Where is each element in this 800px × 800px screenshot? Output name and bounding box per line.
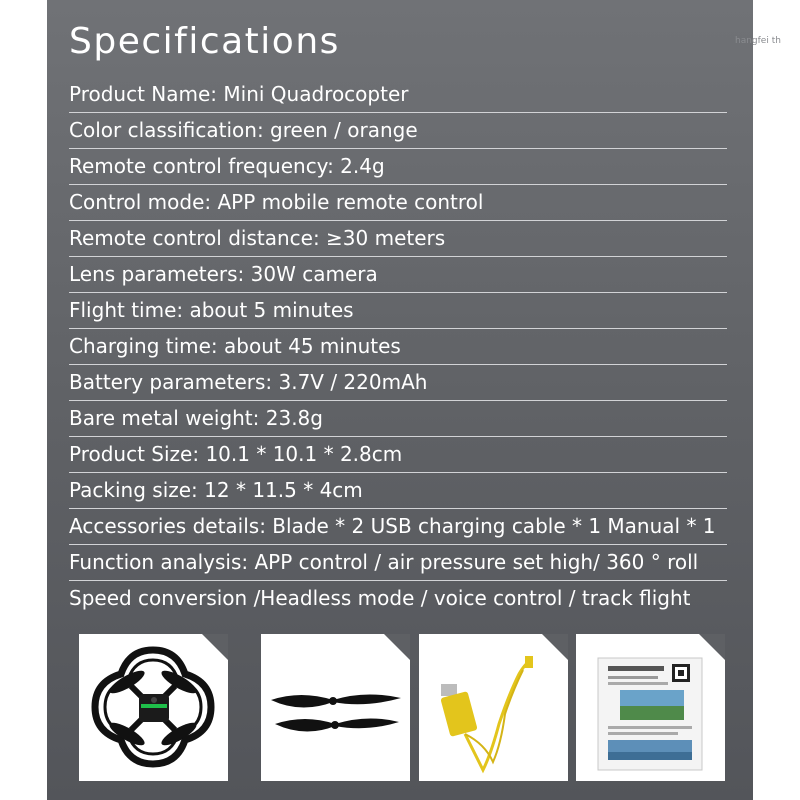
- spec-control-mode: Control mode: APP mobile remote control: [69, 184, 727, 221]
- spec-distance: Remote control distance: ≥30 meters: [69, 220, 727, 257]
- manual-booklet-icon: [576, 634, 725, 781]
- page-title: Specifications: [69, 21, 340, 62]
- spec-lens: Lens parameters: 30W camera: [69, 256, 727, 293]
- drone-thumbnail: [79, 634, 228, 781]
- spec-product-size: Product Size: 10.1 * 10.1 * 2.8cm: [69, 436, 727, 473]
- spec-frequency: Remote control frequency: 2.4g: [69, 148, 727, 185]
- spec-accessories: Accessories details: Blade * 2 USB charging cable * 1 Manual * 1: [69, 508, 727, 545]
- spec-packing-size: Packing size: 12 * 11.5 * 4cm: [69, 472, 727, 509]
- usb-cable-icon: [419, 634, 568, 781]
- spec-battery: Battery parameters: 3.7V / 220mAh: [69, 364, 727, 401]
- spec-product-name: Product Name: Mini Quadrocopter: [69, 76, 727, 113]
- spec-flight-time: Flight time: about 5 minutes: [69, 292, 727, 329]
- blades-thumbnail: [261, 634, 410, 781]
- manual-thumbnail: [576, 634, 725, 781]
- spec-charging-time: Charging time: about 45 minutes: [69, 328, 727, 365]
- watermark: hangfei th: [735, 36, 781, 46]
- spec-color: Color classification: green / orange: [69, 112, 727, 149]
- spec-function: Function analysis: APP control / air pressure set high/ 360 ° roll: [69, 544, 727, 581]
- propeller-blades-icon: [261, 634, 410, 781]
- usb-cable-thumbnail: [419, 634, 568, 781]
- spec-speed-conversion: Speed conversion /Headless mode / voice control / track flight: [69, 586, 691, 610]
- drone-icon: [79, 634, 228, 781]
- spec-panel: [47, 0, 753, 800]
- spec-weight: Bare metal weight: 23.8g: [69, 400, 727, 437]
